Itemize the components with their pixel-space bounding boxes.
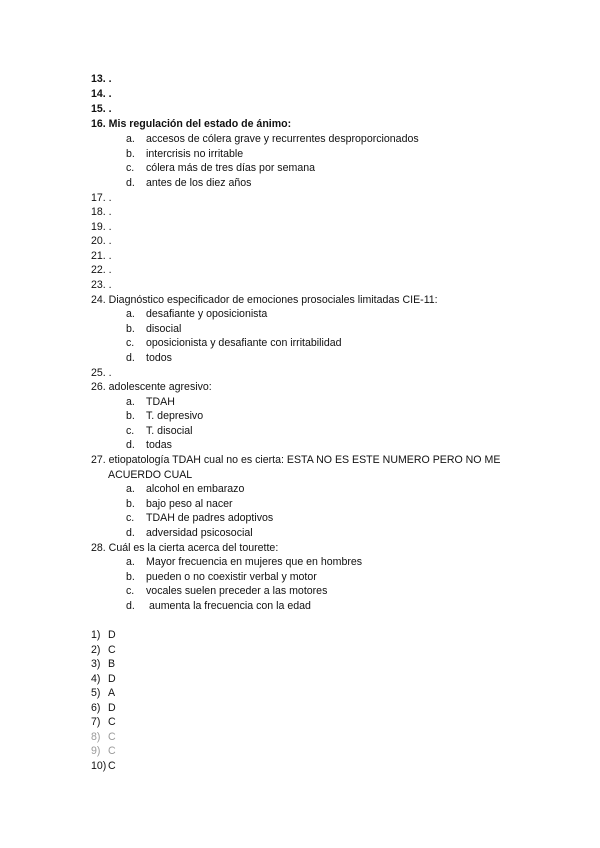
question-15: 15. . — [91, 103, 112, 115]
answer-7: 7) C — [91, 716, 116, 728]
question-21: 21. . — [91, 250, 112, 262]
q27-option-c: c. TDAH de padres adoptivos — [126, 512, 274, 524]
q16-option-c: c. cólera más de tres días por semana — [126, 162, 315, 174]
question-28: 28. Cuál es la cierta acerca del tourette: — [91, 542, 279, 554]
q26-option-b: b. T. depresivo — [126, 410, 204, 422]
question-17: 17. . — [91, 192, 112, 204]
question-23: 23. . — [91, 279, 112, 291]
q28-option-d: d. aumenta la frecuencia con la edad — [126, 600, 311, 612]
question-16: 16. Mis regulación del estado de ánimo: — [91, 118, 292, 130]
q26-option-a: a. TDAH — [126, 396, 175, 408]
question-19: 19. . — [91, 221, 112, 233]
q26-option-c: c. T. disocial — [126, 425, 193, 437]
question-25: 25. . — [91, 367, 112, 379]
q24-option-b: b. disocial — [126, 323, 182, 335]
answer-10: 10) C — [91, 760, 116, 772]
question-24: 24. Diagnóstico especificador de emociones prosociales limitadas CIE-11: — [91, 294, 438, 306]
answer-1: 1) D — [91, 629, 116, 641]
answer-2: 2) C — [91, 644, 116, 656]
q28-option-b: b. pueden o no coexistir verbal y motor — [126, 571, 317, 583]
q24-option-c: c. oposicionista y desafiante con irritabilidad — [126, 337, 342, 349]
answer-6: 6) D — [91, 702, 116, 714]
q16-option-b: b. intercrisis no irritable — [126, 148, 244, 160]
q24-option-a: a. desafiante y oposicionista — [126, 308, 268, 320]
question-14: 14. . — [91, 88, 112, 100]
answer-3: 3) B — [91, 658, 116, 670]
q28-option-a: a. Mayor frecuencia en mujeres que en hombres — [126, 556, 363, 568]
q28-option-c: c. vocales suelen preceder a las motores — [126, 585, 328, 597]
question-27: 27. etiopatología TDAH cual no es cierta: ESTA NO ES ESTE NUMERO PERO NO ME — [91, 454, 501, 466]
answer-5: 5) A — [91, 687, 116, 699]
question-20: 20. . — [91, 235, 112, 247]
q27-option-b: b. bajo peso al nacer — [126, 498, 233, 510]
q16-option-a: a. accesos de cólera grave y recurrentes desproporcionados — [126, 133, 419, 145]
answer-4: 4) D — [91, 673, 116, 685]
q24-option-d: d. todos — [126, 352, 172, 364]
question-13: 13. . — [91, 73, 112, 85]
question-26: 26. adolescente agresivo: — [91, 381, 212, 393]
answer-8: 8) C — [91, 731, 116, 743]
question-18: 18. . — [91, 206, 112, 218]
answer-9: 9) C — [91, 745, 116, 757]
q27-option-d: d. adversidad psicosocial — [126, 527, 253, 539]
question-27-continuation: ACUERDO CUAL — [108, 469, 193, 481]
question-22: 22. . — [91, 264, 112, 276]
q26-option-d: d. todas — [126, 439, 172, 451]
q27-option-a: a. alcohol en embarazo — [126, 483, 245, 495]
q16-option-d: d. antes de los diez años — [126, 177, 252, 189]
